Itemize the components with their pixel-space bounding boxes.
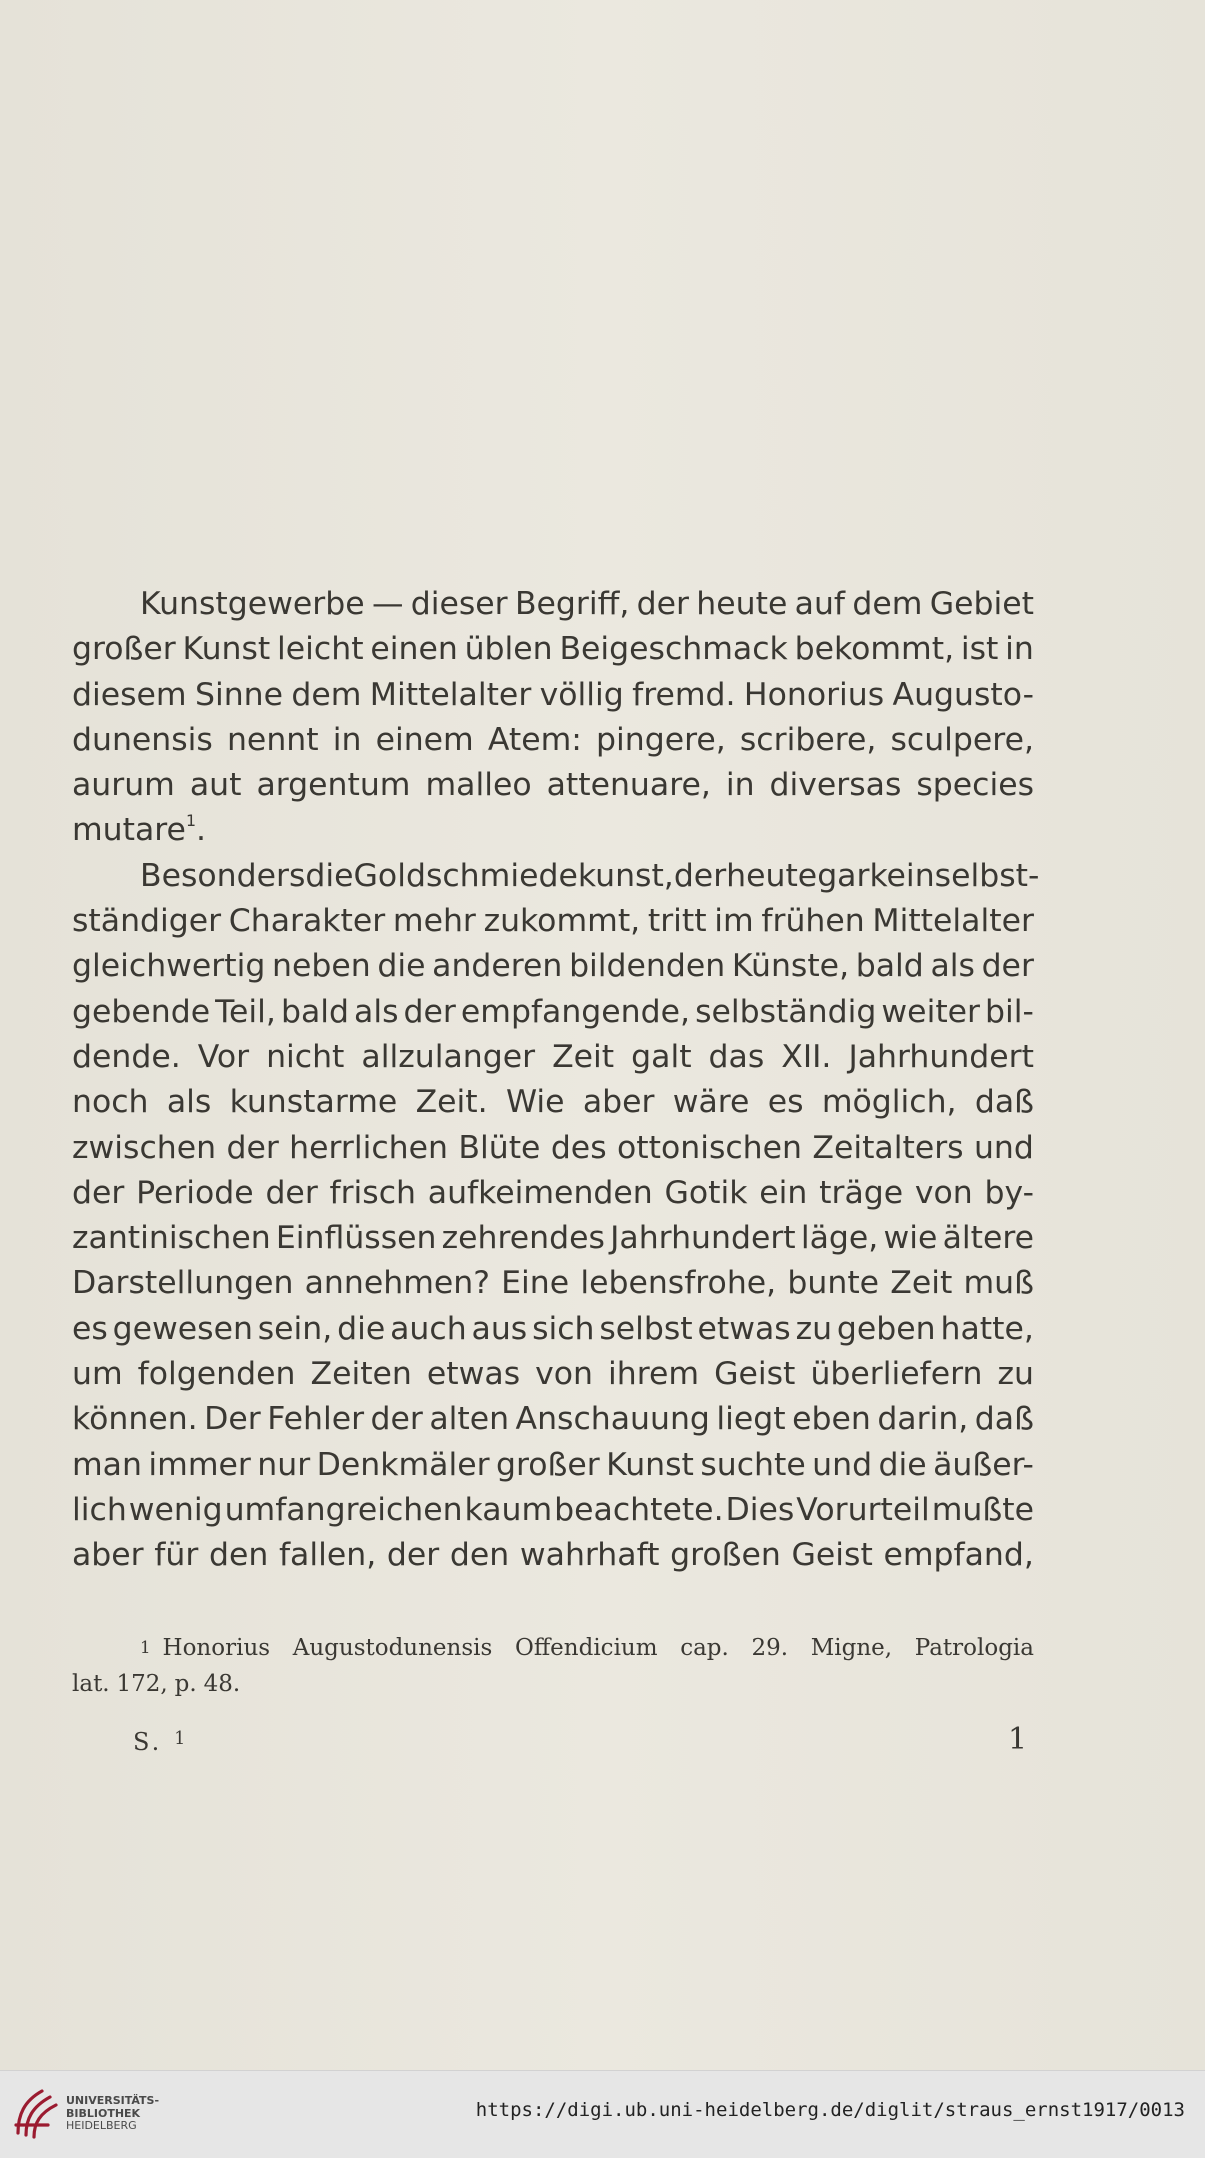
word: gebende xyxy=(72,993,211,1030)
word: hatte, xyxy=(940,1310,1034,1347)
word: Mittelalter xyxy=(369,676,532,713)
word: und xyxy=(812,1446,873,1483)
text-line xyxy=(72,1080,1034,1125)
word: lebensfrohe, xyxy=(580,1265,777,1302)
word: by- xyxy=(984,1174,1034,1211)
word: mutare$^1$. xyxy=(72,811,206,849)
text-line xyxy=(72,582,1034,627)
word: Zeit xyxy=(552,1038,615,1075)
word: der xyxy=(673,857,727,894)
word: diesem xyxy=(72,676,187,713)
word: überliefern xyxy=(810,1356,983,1393)
word: Jahrhundert xyxy=(848,1038,1034,1075)
word: Honorius xyxy=(743,676,885,713)
word: Honorius xyxy=(162,1635,271,1661)
text-line xyxy=(72,718,1034,763)
word: bald xyxy=(855,948,924,985)
word: wie xyxy=(883,1220,938,1257)
word: leicht xyxy=(277,631,364,668)
word: Der xyxy=(204,1401,261,1438)
word: Zeiten xyxy=(310,1356,412,1393)
word: empfangende, xyxy=(460,993,691,1030)
word: einen xyxy=(370,631,458,668)
word: 29. xyxy=(751,1635,789,1661)
word: selbst- xyxy=(934,857,1040,894)
word: tritt xyxy=(647,903,707,940)
word: umfangreichen xyxy=(224,1491,463,1528)
word: Kunst xyxy=(606,1446,694,1483)
text-line xyxy=(72,673,1034,718)
body-text xyxy=(72,582,1040,1579)
page-number: 1 xyxy=(1008,1722,1028,1757)
word: läge, xyxy=(800,1220,879,1257)
word: Gotik xyxy=(664,1174,748,1211)
word: sculpere, xyxy=(890,721,1034,758)
word: cap. xyxy=(680,1635,729,1661)
word: Darstellungen xyxy=(72,1265,294,1302)
word: 48. xyxy=(203,1671,241,1697)
word: aber xyxy=(582,1084,655,1121)
word: Migne, xyxy=(810,1635,893,1661)
word: daß xyxy=(974,1084,1034,1121)
word: species xyxy=(916,767,1034,804)
word: der xyxy=(636,586,689,622)
word: zwischen xyxy=(72,1129,217,1166)
paragraph-2 xyxy=(72,854,1040,1579)
word: es xyxy=(72,1310,108,1347)
word: Künste, xyxy=(731,948,850,985)
word: Vorurteil xyxy=(796,1491,930,1528)
word: zu xyxy=(997,1356,1034,1393)
word: Mittelalter xyxy=(872,903,1034,940)
word: Kunstgewerbe xyxy=(140,586,365,622)
word: dem xyxy=(291,676,362,713)
text-line xyxy=(72,1533,1034,1578)
word: selbst xyxy=(599,1310,693,1347)
word: Sinne xyxy=(194,676,284,713)
text-line xyxy=(72,899,1034,944)
word: kaum xyxy=(464,1491,553,1528)
word: Goldschmiedekunst, xyxy=(353,857,674,894)
word: Kunst xyxy=(182,631,271,668)
word: üblen xyxy=(464,631,553,668)
library-logo-icon xyxy=(12,2085,58,2139)
word: großer xyxy=(495,1446,600,1483)
word: in xyxy=(332,721,362,758)
word: möglich, xyxy=(821,1084,957,1121)
text-line xyxy=(72,1035,1034,1080)
word: diversas xyxy=(769,767,902,804)
word: in xyxy=(1005,631,1034,668)
word: annehmen? xyxy=(304,1265,490,1302)
word: Offendicium xyxy=(514,1635,658,1661)
word: das xyxy=(708,1038,765,1075)
word: des xyxy=(550,1129,607,1166)
word: Patrologia xyxy=(914,1635,1034,1661)
word: fremd. xyxy=(632,676,736,713)
word: als xyxy=(166,1084,212,1121)
word: Fehler xyxy=(267,1401,365,1438)
word: der xyxy=(386,1537,440,1574)
word: argentum xyxy=(256,767,411,804)
word: der xyxy=(72,1174,125,1211)
text-line xyxy=(72,990,1034,1035)
word: Anschauung xyxy=(515,1401,710,1438)
text-line xyxy=(72,1216,1034,1261)
word: großer xyxy=(72,631,176,668)
word: nicht xyxy=(266,1038,345,1075)
text-line xyxy=(72,944,1034,989)
word: — xyxy=(371,586,404,622)
word: als xyxy=(930,948,975,985)
text-line xyxy=(72,763,1034,808)
word: in xyxy=(725,767,755,804)
paragraph-1 xyxy=(72,582,1034,854)
word: etwas xyxy=(426,1356,521,1393)
word: Beigeschmack xyxy=(559,631,788,668)
word: Charakter xyxy=(228,903,386,940)
word: selbständig xyxy=(695,993,877,1030)
word: darin, xyxy=(877,1401,969,1438)
word: neben xyxy=(272,948,371,985)
word: empfand, xyxy=(883,1537,1034,1574)
word: kein xyxy=(869,857,935,894)
word: frühen xyxy=(761,903,865,940)
word: der xyxy=(265,1174,318,1211)
word: zantinischen xyxy=(72,1220,271,1257)
word: dunensis xyxy=(72,721,213,758)
word: gewesen xyxy=(112,1310,253,1347)
word: allzulanger xyxy=(361,1038,536,1075)
word: Einflüssen xyxy=(275,1220,437,1257)
text-line xyxy=(72,1443,1034,1488)
text-line xyxy=(72,1397,1034,1442)
word: als xyxy=(354,993,399,1030)
word: ältere xyxy=(942,1220,1034,1257)
word: äußer- xyxy=(933,1446,1034,1483)
word: beachtete. xyxy=(554,1491,724,1528)
word: lat. xyxy=(72,1671,110,1697)
word: ständiger xyxy=(72,903,222,940)
word: auf xyxy=(794,586,846,622)
word: großen xyxy=(670,1537,781,1574)
word: sich xyxy=(532,1310,595,1347)
word: der xyxy=(981,948,1034,985)
word: heute xyxy=(696,586,788,622)
word: bildenden xyxy=(569,948,726,985)
word: folgenden xyxy=(137,1356,296,1393)
word: galt xyxy=(631,1038,692,1075)
word: es xyxy=(767,1084,804,1121)
word: wahrhaft xyxy=(519,1537,660,1574)
word: den xyxy=(449,1537,510,1574)
word: zehrendes xyxy=(441,1220,605,1257)
footnote-line xyxy=(72,1630,1034,1666)
word: XII. xyxy=(781,1038,832,1075)
word: die xyxy=(878,1446,927,1483)
word: man xyxy=(72,1446,142,1483)
word: Blüte xyxy=(458,1129,541,1166)
printer-signature xyxy=(133,1728,188,1756)
word: suchte xyxy=(700,1446,806,1483)
word: die xyxy=(337,1310,386,1347)
text-line xyxy=(72,1307,1034,1352)
word: Zeit xyxy=(890,1265,953,1302)
word: Zeit. xyxy=(415,1084,488,1121)
word: mehr xyxy=(392,903,476,940)
text-line xyxy=(72,808,1034,853)
word: bil- xyxy=(985,993,1034,1030)
library-name-line: UNIVERSITÄTS- xyxy=(66,2094,160,2107)
library-name-line: BIBLIOTHEK xyxy=(66,2106,141,2120)
word: dende. xyxy=(72,1038,181,1075)
footnote-marker: 1 xyxy=(140,1638,151,1657)
word: malleo xyxy=(425,767,532,804)
word: 172, xyxy=(116,1671,168,1697)
word: einem xyxy=(375,721,474,758)
word: zu xyxy=(795,1310,833,1347)
word: ottonischen xyxy=(616,1129,802,1166)
word: bekommt, xyxy=(794,631,955,668)
word: etwas xyxy=(697,1310,791,1347)
word: träge xyxy=(819,1174,904,1211)
word: aurum xyxy=(72,767,175,804)
word: Vor xyxy=(197,1038,250,1075)
word: p. xyxy=(174,1671,197,1697)
word: muß xyxy=(963,1265,1034,1302)
signature-letter: S. xyxy=(133,1728,163,1756)
footnote-line xyxy=(72,1666,1034,1702)
word: und xyxy=(973,1129,1034,1166)
word: können. xyxy=(72,1401,198,1438)
word: Eine xyxy=(501,1265,570,1302)
word: für xyxy=(154,1537,199,1574)
word: auch xyxy=(390,1310,467,1347)
word: wäre xyxy=(672,1084,750,1121)
word: immer xyxy=(148,1446,251,1483)
text-line xyxy=(72,1488,1034,1533)
word: anderen xyxy=(432,948,563,985)
word: Geist xyxy=(791,1537,873,1574)
word: nur xyxy=(257,1446,311,1483)
word: der xyxy=(226,1129,279,1166)
word: ein xyxy=(759,1174,808,1211)
word: die xyxy=(377,948,426,985)
word: scribere, xyxy=(739,721,877,758)
word: bald xyxy=(280,993,349,1030)
word: von xyxy=(914,1174,973,1211)
text-line xyxy=(72,1171,1034,1216)
word: zukommt, xyxy=(483,903,641,940)
library-name-line: HEIDELBERG xyxy=(66,2119,137,2132)
word: völlig xyxy=(539,676,624,713)
word: sein, xyxy=(257,1310,333,1347)
library-name xyxy=(66,2095,159,2133)
word: Zeitalters xyxy=(812,1129,964,1166)
word: Gebiet xyxy=(929,586,1034,622)
word: Begriff, xyxy=(514,586,630,622)
text-line xyxy=(72,1261,1034,1306)
word: gleichwertig xyxy=(72,948,266,985)
signature-number: 1 xyxy=(174,1728,189,1749)
word: aber xyxy=(72,1537,144,1574)
word: mußte xyxy=(931,1491,1034,1528)
word: Jahrhundert xyxy=(610,1220,796,1257)
word: attenuare, xyxy=(546,767,711,804)
word: bunte xyxy=(787,1265,880,1302)
word: Dies xyxy=(725,1491,795,1528)
word: Periode xyxy=(136,1174,254,1211)
text-line xyxy=(72,627,1034,672)
word: heute xyxy=(726,857,818,894)
footnote-text xyxy=(163,1630,1034,1666)
word: daß xyxy=(974,1401,1034,1438)
word: von xyxy=(535,1356,594,1393)
footer-bar xyxy=(0,2070,1205,2158)
word: fallen, xyxy=(278,1537,377,1574)
word: Denkmäler xyxy=(316,1446,490,1483)
word: kunstarme xyxy=(229,1084,398,1121)
word: Teil, xyxy=(215,993,276,1030)
word: eben xyxy=(792,1401,871,1438)
word: dem xyxy=(852,586,923,622)
word: Augusto- xyxy=(892,676,1034,713)
word: im xyxy=(714,903,754,940)
word: Augustodunensis xyxy=(292,1635,493,1661)
word: die xyxy=(305,857,354,894)
word: aufkeimenden xyxy=(427,1174,653,1211)
word: aus xyxy=(471,1310,528,1347)
footnote-reference: 1 xyxy=(185,811,196,831)
word: noch xyxy=(72,1084,149,1121)
word: ihrem xyxy=(608,1356,700,1393)
word: wenig xyxy=(128,1491,223,1528)
word: pingere, xyxy=(596,721,726,758)
word: frisch xyxy=(329,1174,417,1211)
text-line xyxy=(72,1126,1034,1171)
word: der xyxy=(370,1401,423,1438)
text-line xyxy=(72,854,1040,899)
word: alten xyxy=(429,1401,510,1438)
word: weiter xyxy=(881,993,980,1030)
word: um xyxy=(72,1356,123,1393)
word: ist xyxy=(960,631,999,668)
word: der xyxy=(403,993,456,1030)
word: Geist xyxy=(714,1356,796,1393)
word: gar xyxy=(817,857,870,894)
word: Atem: xyxy=(487,721,582,758)
footnote xyxy=(72,1630,1034,1702)
word: dieser xyxy=(410,586,508,622)
word: geben xyxy=(836,1310,936,1347)
word: den xyxy=(208,1537,269,1574)
word: aut xyxy=(189,767,242,804)
word: Besonders xyxy=(140,857,306,894)
text-line xyxy=(72,1352,1034,1397)
permalink-url[interactable]: https://digi.ub.uni-heidelberg.de/diglit/straus_ernst1917/0013 xyxy=(475,2099,1185,2121)
word: herrlichen xyxy=(289,1129,448,1166)
word: Wie xyxy=(505,1084,565,1121)
word: lich xyxy=(72,1491,127,1528)
word: liegt xyxy=(716,1401,786,1438)
word: nennt xyxy=(226,721,319,758)
